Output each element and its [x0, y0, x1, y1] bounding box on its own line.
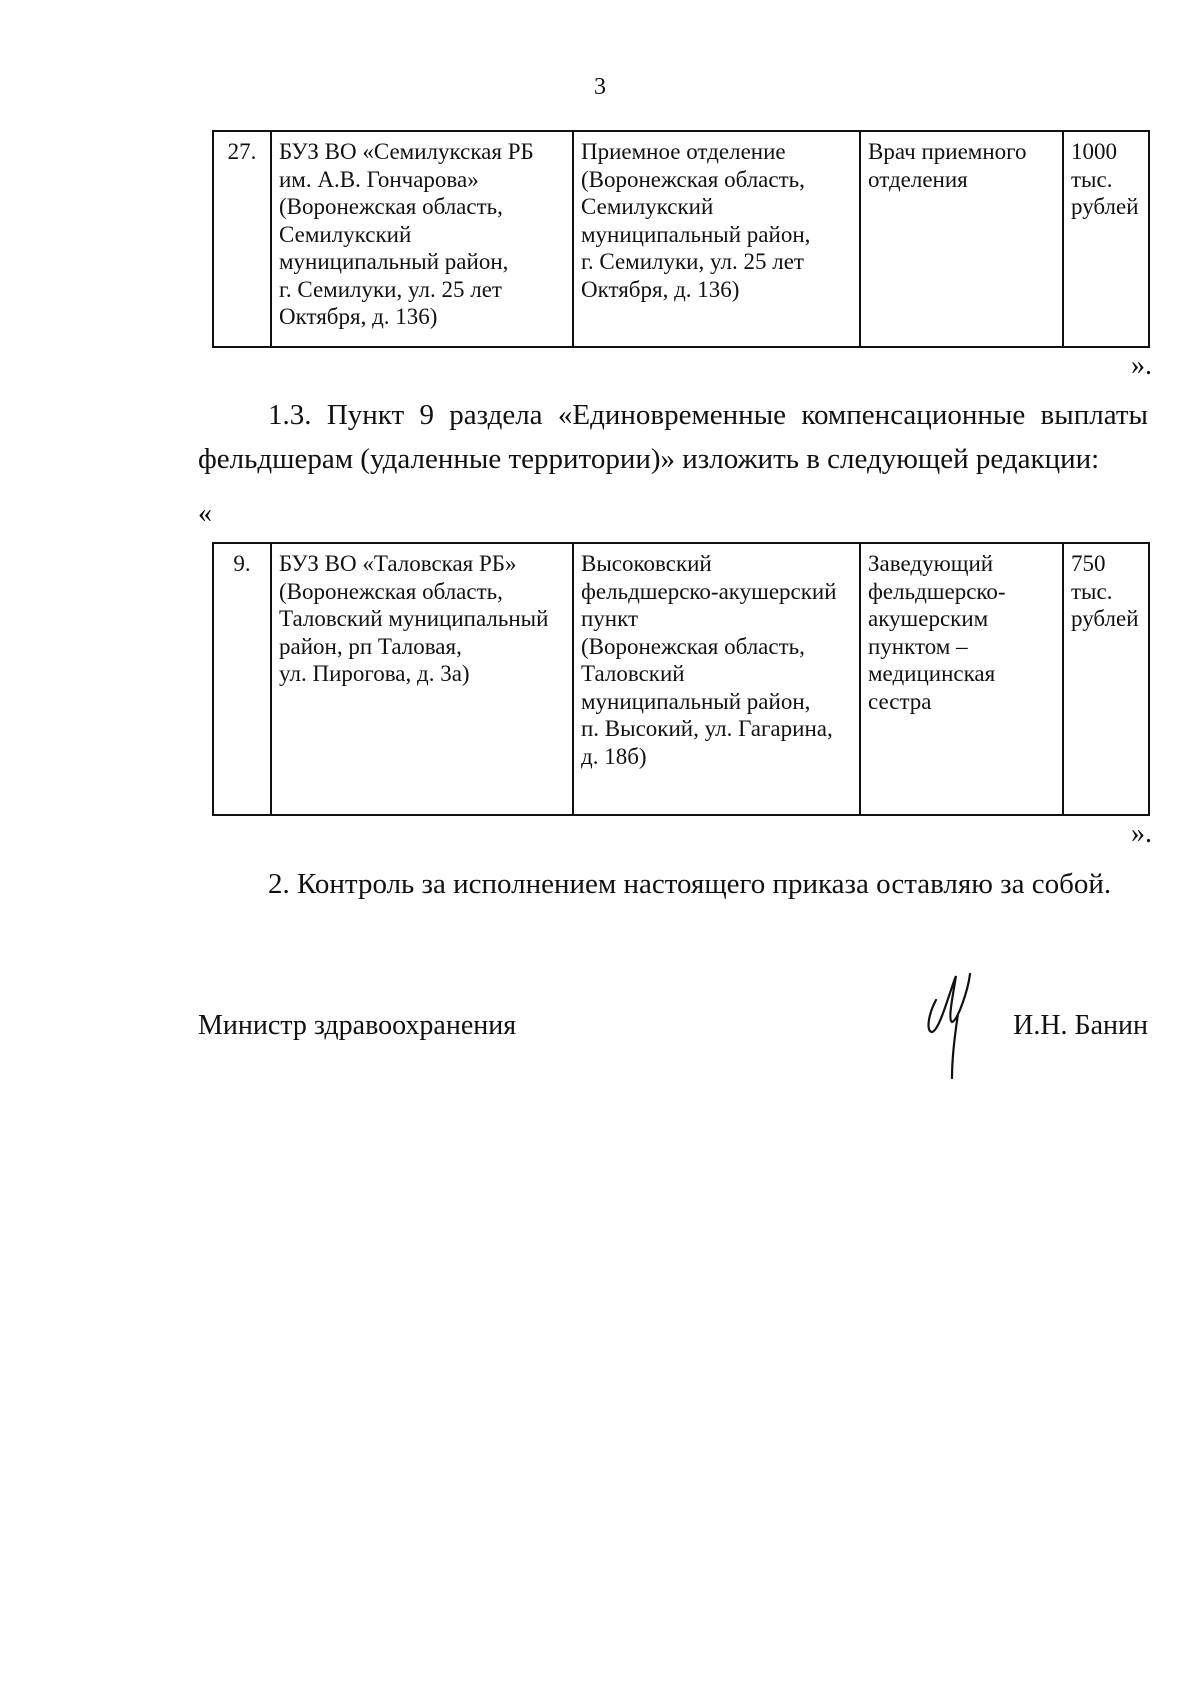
signer-title: Министр здравоохранения	[198, 1010, 517, 1041]
payments-table-section-2	[212, 542, 1150, 816]
closing-quote: ».	[1131, 818, 1152, 849]
table-row	[213, 543, 1149, 815]
position-cell: Заведующий фельдшерско- акушерским пунктом – медицинская сестра	[860, 543, 1063, 815]
handwritten-signature	[918, 970, 978, 1080]
payments-table-section-1	[212, 130, 1150, 348]
table-row	[213, 131, 1149, 347]
organization-cell: БУЗ ВО «Таловская РБ» (Воронежская область, Таловский муниципальный район, рп Таловая, ул. Пирогова, д. 3а)	[271, 543, 573, 815]
position-cell: Врач приемного отделения	[860, 131, 1063, 347]
row-number: 27.	[213, 131, 271, 347]
amount-cell: 1000 тыс. рублей	[1063, 131, 1149, 347]
amount-cell: 750 тыс. рублей	[1063, 543, 1149, 815]
closing-quote: ».	[1131, 350, 1152, 381]
paragraph-text: 2. Контроль за исполнением настоящего приказа оставляю за собой.	[268, 868, 1112, 900]
page-number: 3	[594, 74, 606, 100]
opening-quote: «	[198, 498, 212, 529]
paragraph-2	[198, 862, 1148, 906]
organization-cell: БУЗ ВО «Семилукская РБ им. А.В. Гончарова» (Воронежская область, Семилукский муниципальный район, г. Семилуки, ул. 25 лет Октября, д. 136)	[271, 131, 573, 347]
row-number: 9.	[213, 543, 271, 815]
paragraph-text: 1.3. Пункт 9 раздела «Единовременные компенсационные выплаты фельдшерам (удаленные территории)» изложить в следующей редакции:	[198, 399, 1148, 475]
signer-name: И.Н. Банин	[1013, 1010, 1148, 1041]
paragraph-1-3	[198, 393, 1148, 481]
unit-cell: Высоковский фельдшерско-акушерский пункт (Воронежская область, Таловский муниципальный район, п. Высокий, ул. Гагарина, д. 18б)	[573, 543, 860, 815]
unit-cell: Приемное отделение (Воронежская область, Семилукский муниципальный район, г. Семилуки, ул. 25 лет Октября, д. 136)	[573, 131, 860, 347]
